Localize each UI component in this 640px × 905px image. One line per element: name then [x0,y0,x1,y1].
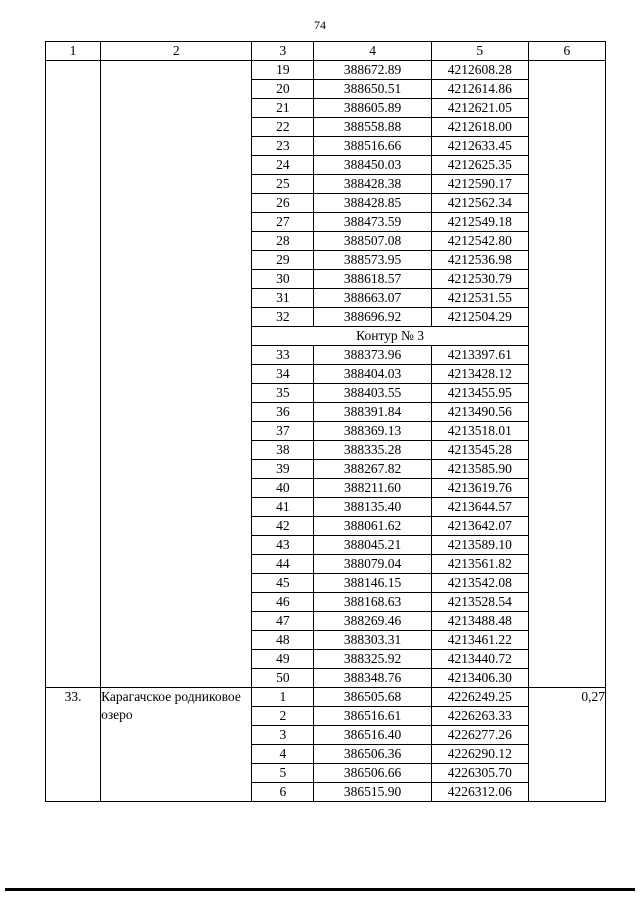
point-number: 24 [252,156,314,175]
coord-x: 388146.15 [314,574,431,593]
coord-x: 386516.40 [314,726,431,745]
bottom-rule [5,888,635,891]
point-number: 34 [252,365,314,384]
coord-x: 386506.66 [314,764,431,783]
coord-y: 4212633.45 [431,137,528,156]
coord-x: 386516.61 [314,707,431,726]
coord-x: 388403.55 [314,384,431,403]
coord-x: 388335.28 [314,441,431,460]
coord-x: 386505.68 [314,688,431,707]
coord-y: 4212530.79 [431,270,528,289]
blank-cell-col2 [101,61,252,688]
column-header-2: 2 [101,42,252,61]
point-number: 29 [252,251,314,270]
coord-y: 4213488.48 [431,612,528,631]
coord-y: 4213642.07 [431,517,528,536]
point-number: 6 [252,783,314,802]
coord-x: 388369.13 [314,422,431,441]
coord-x: 386506.36 [314,745,431,764]
point-number: 40 [252,479,314,498]
point-number: 47 [252,612,314,631]
point-number: 42 [252,517,314,536]
coord-y: 4213545.28 [431,441,528,460]
coordinates-table [45,41,606,802]
coord-x: 388211.60 [314,479,431,498]
point-number: 32 [252,308,314,327]
point-number: 35 [252,384,314,403]
coord-y: 4213585.90 [431,460,528,479]
point-number: 38 [252,441,314,460]
coord-x: 388573.95 [314,251,431,270]
coord-y: 4213440.72 [431,650,528,669]
coord-y: 4213644.57 [431,498,528,517]
column-header-5: 5 [431,42,528,61]
coord-x: 388663.07 [314,289,431,308]
coord-y: 4213428.12 [431,365,528,384]
coord-x: 388267.82 [314,460,431,479]
blank-cell-col1 [46,61,101,688]
coord-y: 4213406.30 [431,669,528,688]
point-number: 25 [252,175,314,194]
point-number: 4 [252,745,314,764]
coord-x: 388473.59 [314,213,431,232]
coord-x: 388373.96 [314,346,431,365]
coord-x: 388696.92 [314,308,431,327]
coord-x: 388507.08 [314,232,431,251]
coord-y: 4213518.01 [431,422,528,441]
coord-x: 388605.89 [314,99,431,118]
column-header-3: 3 [252,42,314,61]
contour-label: Контур № 3 [252,327,528,346]
point-number: 48 [252,631,314,650]
coord-y: 4212542.80 [431,232,528,251]
column-header-1: 1 [46,42,101,61]
table-row [46,61,606,80]
coord-y: 4212608.28 [431,61,528,80]
coord-y: 4226263.33 [431,707,528,726]
point-number: 36 [252,403,314,422]
point-number: 45 [252,574,314,593]
coord-y: 4212618.00 [431,118,528,137]
coord-y: 4213589.10 [431,536,528,555]
coord-y: 4212621.05 [431,99,528,118]
coord-y: 4212531.55 [431,289,528,308]
coord-y: 4212549.18 [431,213,528,232]
coord-y: 4212536.98 [431,251,528,270]
coord-y: 4213542.08 [431,574,528,593]
coord-x: 388045.21 [314,536,431,555]
coord-x: 388450.03 [314,156,431,175]
coord-y: 4213461.22 [431,631,528,650]
point-number: 43 [252,536,314,555]
coord-x: 388391.84 [314,403,431,422]
point-number: 41 [252,498,314,517]
point-number: 39 [252,460,314,479]
point-number: 26 [252,194,314,213]
point-number: 2 [252,707,314,726]
table-row [46,688,606,707]
coord-x: 388404.03 [314,365,431,384]
entry-name: Карагачское родниковое озеро [101,688,252,802]
coord-x: 386515.90 [314,783,431,802]
coord-y: 4226249.25 [431,688,528,707]
entry-index: 33. [46,688,101,802]
point-number: 31 [252,289,314,308]
coord-x: 388428.85 [314,194,431,213]
point-number: 22 [252,118,314,137]
point-number: 27 [252,213,314,232]
point-number: 50 [252,669,314,688]
coord-x: 388650.51 [314,80,431,99]
column-header-6: 6 [528,42,605,61]
point-number: 3 [252,726,314,745]
coord-y: 4212504.29 [431,308,528,327]
coord-x: 388348.76 [314,669,431,688]
point-number: 5 [252,764,314,783]
coord-y: 4212625.35 [431,156,528,175]
point-number: 30 [252,270,314,289]
point-number: 49 [252,650,314,669]
coord-x: 388672.89 [314,61,431,80]
coord-x: 388303.31 [314,631,431,650]
point-number: 21 [252,99,314,118]
coord-x: 388618.57 [314,270,431,289]
coord-x: 388325.92 [314,650,431,669]
coord-y: 4226277.26 [431,726,528,745]
point-number: 33 [252,346,314,365]
coord-y: 4226305.70 [431,764,528,783]
coord-y: 4213455.95 [431,384,528,403]
point-number: 20 [252,80,314,99]
coord-y: 4213561.82 [431,555,528,574]
coord-y: 4226290.12 [431,745,528,764]
coord-y: 4212590.17 [431,175,528,194]
coord-y: 4226312.06 [431,783,528,802]
coord-y: 4213619.76 [431,479,528,498]
coord-x: 388079.04 [314,555,431,574]
point-number: 23 [252,137,314,156]
coord-x: 388269.46 [314,612,431,631]
coord-x: 388061.62 [314,517,431,536]
point-number: 1 [252,688,314,707]
coord-x: 388168.63 [314,593,431,612]
point-number: 46 [252,593,314,612]
point-number: 28 [252,232,314,251]
coord-y: 4213397.61 [431,346,528,365]
coord-y: 4212614.86 [431,80,528,99]
coord-x: 388135.40 [314,498,431,517]
coord-x: 388428.38 [314,175,431,194]
coord-x: 388516.66 [314,137,431,156]
column-header-4: 4 [314,42,431,61]
coord-x: 388558.88 [314,118,431,137]
page-number: 74 [314,18,326,32]
point-number: 44 [252,555,314,574]
coord-y: 4212562.34 [431,194,528,213]
coord-y: 4213528.54 [431,593,528,612]
point-number: 37 [252,422,314,441]
point-number: 19 [252,61,314,80]
header-row [46,42,606,61]
coord-y: 4213490.56 [431,403,528,422]
entry-area: 0,27 [528,688,605,802]
blank-cell-col6 [528,61,605,688]
